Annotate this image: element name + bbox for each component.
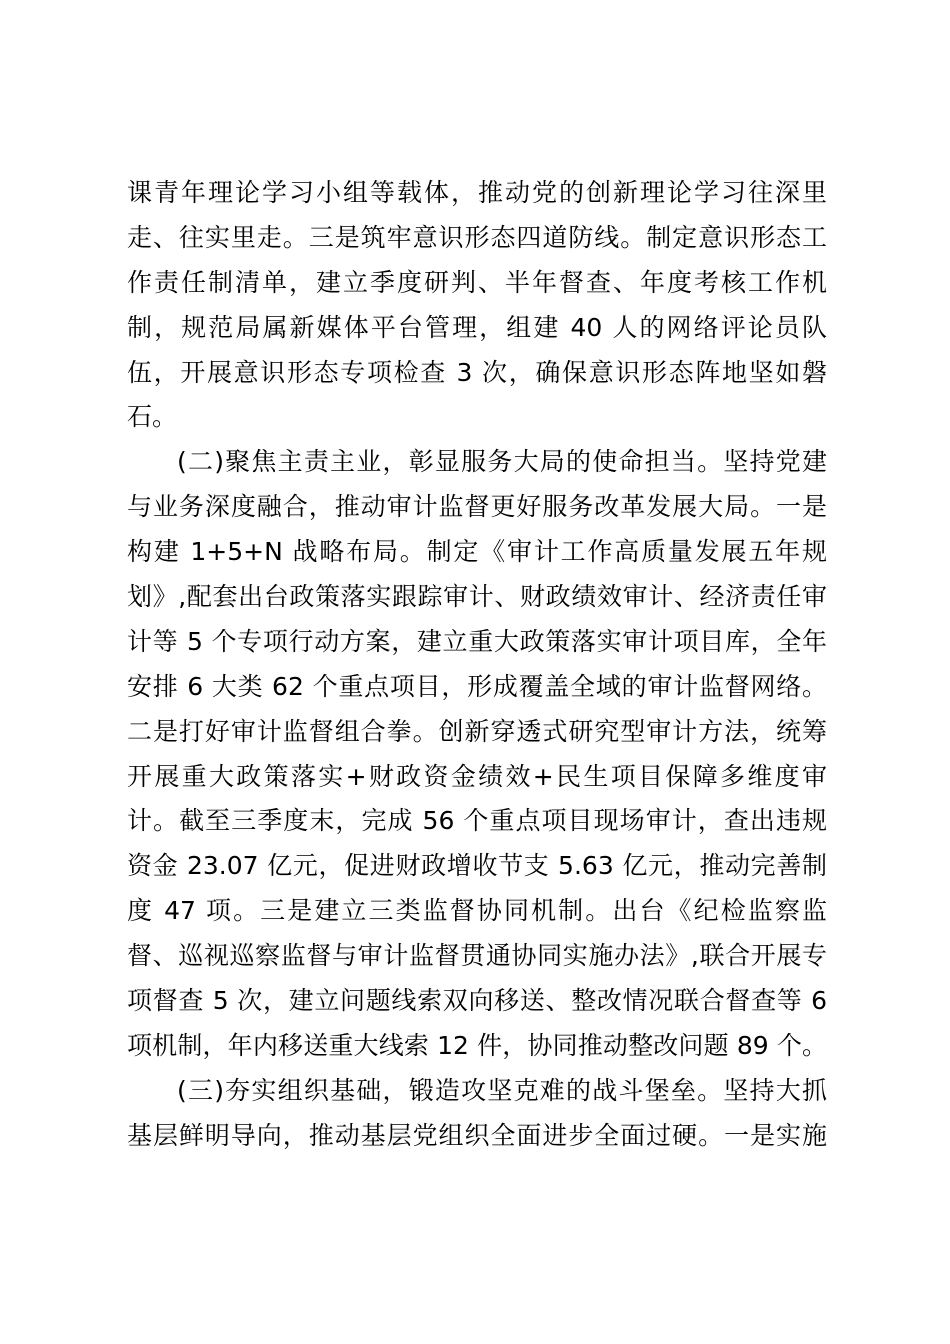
section-heading-3: (三)夯实组织基础，锻造攻坚克难的战斗堡垒。坚持大抓 [177, 1075, 827, 1105]
text-line-9: 构建 1+5+N 战略布局。制定《审计工作高质量发展五年规 [127, 537, 827, 567]
text-line-2: 走、往实里走。三是筑牢意识形态四道防线。制定意识形态工 [127, 222, 827, 252]
text-line-13: 二是打好审计监督组合拳。创新穿透式研究型审计方法，统筹 [127, 716, 827, 746]
text-line-6: 石。 [127, 402, 178, 432]
text-line-5: 伍，开展意识形态专项检查 3 次，确保意识形态阵地坚如磐 [127, 357, 827, 387]
text-line-8: 与业务深度融合，推动审计监督更好服务改革发展大局。一是 [127, 492, 827, 522]
text-line-18: 督、巡视巡察监督与审计监督贯通协同实施办法》,联合开展专 [127, 941, 827, 971]
text-line-3: 作责任制清单，建立季度研判、半年督查、年度考核工作机 [127, 267, 827, 297]
text-line-4: 制，规范局属新媒体平台管理，组建 40 人的网络评论员队 [127, 312, 827, 342]
text-line-19: 项督查 5 次，建立问题线索双向移送、整改情况联合督查等 6 [127, 986, 827, 1016]
text-line-20: 项机制，年内移送重大线索 12 件，协同推动整改问题 89 个。 [127, 1030, 827, 1060]
body-text [127, 171, 827, 1159]
section-heading-2: (二)聚焦主责主业，彰显服务大局的使命担当。坚持党建 [177, 447, 827, 477]
text-line-22: 基层鲜明导向，推动基层党组织全面进步全面过硬。一是实施 [127, 1120, 827, 1150]
text-line-10: 划》,配套出台政策落实跟踪审计、财政绩效审计、经济责任审 [127, 582, 827, 612]
text-line-14: 开展重大政策落实+财政资金绩效+民生项目保障多维度审 [127, 761, 827, 791]
text-line-12: 安排 6 大类 62 个重点项目，形成覆盖全域的审计监督网络。 [127, 671, 827, 701]
text-line-15: 计。截至三季度末，完成 56 个重点项目现场审计，查出违规 [127, 806, 827, 836]
text-line-11: 计等 5 个专项行动方案，建立重大政策落实审计项目库，全年 [127, 626, 827, 656]
text-line-16: 资金 23.07 亿元，促进财政增收节支 5.63 亿元，推动完善制 [127, 851, 827, 881]
text-line-1: 课青年理论学习小组等载体，推动党的创新理论学习往深里 [127, 178, 827, 207]
text-line-17: 度 47 项。三是建立三类监督协同机制。出台《纪检监察监 [127, 896, 827, 926]
